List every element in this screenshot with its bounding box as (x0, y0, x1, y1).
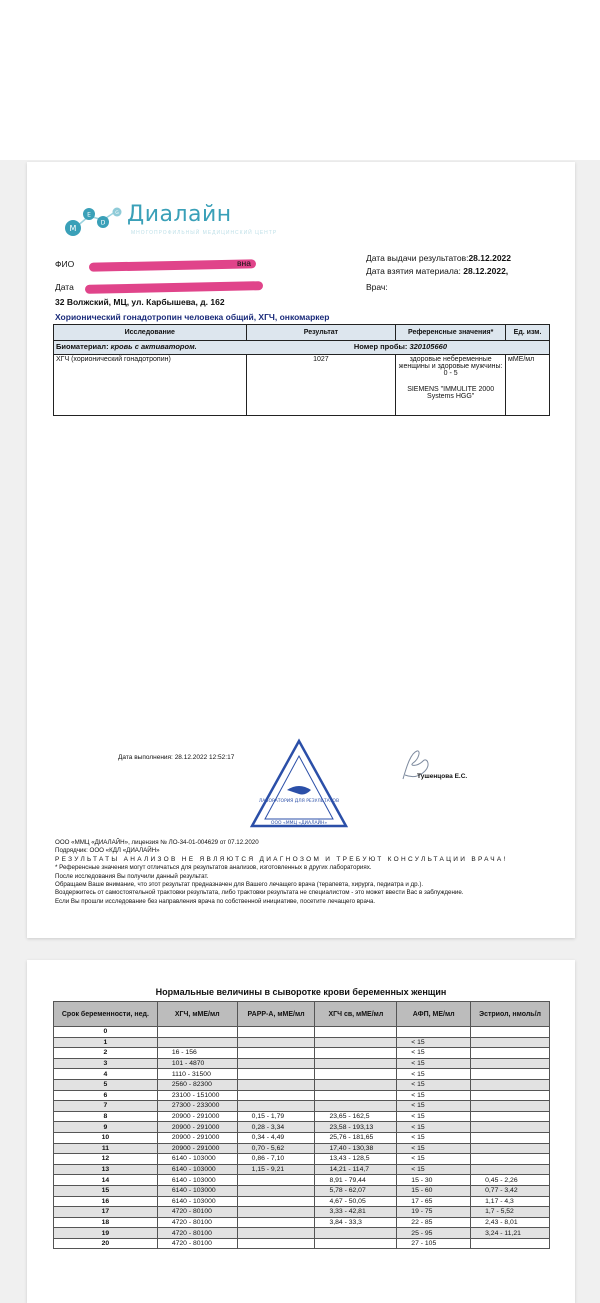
table-cell: 6140 - 103000 (157, 1164, 237, 1175)
table-cell: < 15 (397, 1069, 471, 1080)
table-cell: 10 (54, 1132, 158, 1143)
table-row (54, 1037, 550, 1048)
table-cell: 0,34 - 4,49 (237, 1132, 315, 1143)
table-cell: 2,43 - 8,01 (471, 1217, 550, 1228)
table-row (54, 1027, 550, 1038)
table-cell: 3 (54, 1058, 158, 1069)
table-cell (471, 1037, 550, 1048)
fio-label: ФИО (55, 259, 75, 269)
table-cell: 0 (54, 1027, 158, 1038)
table-cell: < 15 (397, 1164, 471, 1175)
col-result: Результат (246, 325, 396, 341)
table-cell (237, 1069, 315, 1080)
table-cell: 14,21 - 114,7 (315, 1164, 397, 1175)
table-cell: 2560 - 82300 (157, 1079, 237, 1090)
table-cell: < 15 (397, 1111, 471, 1122)
table-cell (315, 1079, 397, 1090)
table-cell: 4720 - 80100 (157, 1217, 237, 1228)
table-cell (237, 1207, 315, 1218)
table-cell: 6140 - 103000 (157, 1185, 237, 1196)
logo-text: Диалайн (127, 202, 232, 227)
table-cell (237, 1101, 315, 1112)
table-cell (471, 1079, 550, 1090)
execution-date: Дата выполнения: 28.12.2022 12:52:17 (118, 754, 235, 761)
table-cell: 20900 - 291000 (157, 1132, 237, 1143)
footer-notes: ООО «ММЦ «ДИАЛАЙН», лицензия № ЛО-34-01-004629 от 07.12.2020 Подрядчик: ООО «КДЛ «ДИАЛАЙН» РЕЗУЛЬТАТЫ АНАЛИЗОВ НЕ ЯВЛЯЮТСЯ ДИАГНОЗОМ И ТРЕБУЮТ КОНСУЛЬТАЦИИ ВРАЧА! * Референсные значения могут отличаться для результатов анализов, изготовленных в других лабораториях. После исследования Вы получили данный результат. Обращаем Ваше внимание, что этот результат предназначен для Вашего лечащего врача (терапевта, хирурга, педиатра и др.). Воздержитесь от самостоятельной трактовки результата, либо трактовки результата не специалистом - это может ввести Вас в заблуждение. Если Вы прошли исследование без направления врача по собственной инициативе, посетите лечащего врача. (55, 839, 508, 905)
table-cell: 20900 - 291000 (157, 1122, 237, 1133)
table-cell: 17 - 65 (397, 1196, 471, 1207)
table-cell: 17,40 - 130,38 (315, 1143, 397, 1154)
table-cell: 23,58 - 193,13 (315, 1122, 397, 1133)
col-unit: Ед. изм. (506, 325, 550, 341)
table-row (54, 1217, 550, 1228)
col-test: Исследование (54, 325, 247, 341)
table-cell: < 15 (397, 1132, 471, 1143)
table-row (54, 1207, 550, 1218)
table-cell: 16 (54, 1196, 158, 1207)
table-cell: 6140 - 103000 (157, 1175, 237, 1186)
table-cell: 20900 - 291000 (157, 1111, 237, 1122)
table-cell: 25,76 - 181,65 (315, 1132, 397, 1143)
table-cell (315, 1238, 397, 1249)
table-cell (237, 1196, 315, 1207)
table-cell (471, 1101, 550, 1112)
table-cell (237, 1079, 315, 1090)
table-cell (237, 1217, 315, 1228)
fio-tail: вна (237, 258, 251, 268)
table-cell: 3,24 - 11,21 (471, 1228, 550, 1239)
table-row (54, 1196, 550, 1207)
table-cell (397, 1027, 471, 1038)
table-cell: 13,43 - 128,5 (315, 1154, 397, 1165)
test-name: ХГЧ (хорионический гонадотропин) (54, 355, 247, 416)
table-cell (237, 1058, 315, 1069)
table-cell: < 15 (397, 1154, 471, 1165)
norms-table (53, 1001, 550, 1249)
table-cell (471, 1069, 550, 1080)
signer-name: Тушенцова Е.С. (417, 773, 468, 780)
table-cell: 4720 - 80100 (157, 1207, 237, 1218)
table-cell (237, 1228, 315, 1239)
table-cell: 5 (54, 1079, 158, 1090)
table-cell: 14 (54, 1175, 158, 1186)
table-row (54, 1090, 550, 1101)
table-row (54, 1143, 550, 1154)
svg-text:G: G (115, 211, 119, 216)
sample-date: Дата взятия материала: 28.12.2022, (366, 266, 509, 276)
svg-text:M: M (69, 224, 77, 233)
table-cell: 17 (54, 1207, 158, 1218)
issue-date: Дата выдачи результатов:28.12.2022 (366, 253, 511, 263)
table-cell: 23,65 - 162,5 (315, 1111, 397, 1122)
table-cell (471, 1058, 550, 1069)
table-cell: < 15 (397, 1058, 471, 1069)
table-cell: 4720 - 80100 (157, 1228, 237, 1239)
table-cell (315, 1069, 397, 1080)
table-cell: 6140 - 103000 (157, 1196, 237, 1207)
table-cell (237, 1238, 315, 1249)
table-cell: 20 (54, 1238, 158, 1249)
test-result: 1027 (246, 355, 396, 416)
table-cell: < 15 (397, 1122, 471, 1133)
table-cell (237, 1090, 315, 1101)
col-hcg: ХГЧ, мМЕ/мл (157, 1002, 237, 1027)
table-cell (471, 1164, 550, 1175)
table-cell: < 15 (397, 1143, 471, 1154)
col-reference: Референсные значения* (396, 325, 506, 341)
table-cell: 15 - 30 (397, 1175, 471, 1186)
table-row (54, 355, 550, 416)
table-cell (157, 1037, 237, 1048)
test-reference: здоровые небеременные женщины и здоровые мужчины: 0 - 5 SIEMENS "IMMULITE 2000 Systems HGG" (396, 355, 506, 416)
table-cell: 0,28 - 3,34 (237, 1122, 315, 1133)
table-cell: 0,86 - 7,10 (237, 1154, 315, 1165)
table-cell: 25 - 95 (397, 1228, 471, 1239)
table-row (54, 1101, 550, 1112)
lab-stamp-icon (249, 738, 349, 830)
table-cell (471, 1048, 550, 1059)
table-cell: 16 - 156 (157, 1048, 237, 1059)
table-cell: 1 (54, 1037, 158, 1048)
table-cell (471, 1143, 550, 1154)
table-cell: 11 (54, 1143, 158, 1154)
table-cell (237, 1185, 315, 1196)
table-cell (237, 1175, 315, 1186)
table-cell: 3,84 - 33,3 (315, 1217, 397, 1228)
table-cell: 8,91 - 79,44 (315, 1175, 397, 1186)
table-cell: < 15 (397, 1048, 471, 1059)
col-afp: АФП, МЕ/мл (397, 1002, 471, 1027)
redaction-dob (85, 281, 263, 294)
norms-page (27, 960, 575, 1303)
table-row (54, 1069, 550, 1080)
table-cell: 1,7 - 5,52 (471, 1207, 550, 1218)
study-title: Хорионический гонадотропин человека общий, ХГЧ, онкомаркер (55, 312, 330, 322)
table-cell: 4720 - 80100 (157, 1238, 237, 1249)
table-cell (315, 1090, 397, 1101)
table-cell: 6140 - 103000 (157, 1154, 237, 1165)
table-cell: < 15 (397, 1079, 471, 1090)
table-cell: 22 - 85 (397, 1217, 471, 1228)
table-cell: 8 (54, 1111, 158, 1122)
biomaterial-row: Биоматериал: кровь с активатором. Номер пробы: 320105660 (54, 341, 550, 355)
table-cell: 27300 - 233000 (157, 1101, 237, 1112)
table-cell: 27 - 105 (397, 1238, 471, 1249)
table-cell: 3,33 - 42,81 (315, 1207, 397, 1218)
table-cell: 12 (54, 1154, 158, 1165)
dob-label: Дата (55, 282, 74, 292)
table-cell: 101 - 4870 (157, 1058, 237, 1069)
test-unit: мМЕ/мл (506, 355, 550, 416)
table-row (54, 1122, 550, 1133)
table-cell: 15 (54, 1185, 158, 1196)
table-cell (237, 1027, 315, 1038)
table-row (54, 1058, 550, 1069)
table-cell: 19 - 75 (397, 1207, 471, 1218)
table-cell (315, 1048, 397, 1059)
table-cell (157, 1027, 237, 1038)
table-cell: < 15 (397, 1101, 471, 1112)
table-cell: 5,78 - 62,07 (315, 1185, 397, 1196)
table-row (54, 1164, 550, 1175)
table-cell (471, 1132, 550, 1143)
logo-subtitle: МНОГОПРОФИЛЬНЫЙ МЕДИЦИНСКИЙ ЦЕНТР (131, 230, 278, 236)
table-cell: 6 (54, 1090, 158, 1101)
blank-top-area (0, 0, 600, 160)
table-cell: 13 (54, 1164, 158, 1175)
table-row (54, 1228, 550, 1239)
table-row (54, 1185, 550, 1196)
table-row (54, 1079, 550, 1090)
table-row (54, 1048, 550, 1059)
table-cell (315, 1037, 397, 1048)
table-cell: < 15 (397, 1037, 471, 1048)
col-papp: PAPP-A, мМЕ/мл (237, 1002, 315, 1027)
svg-text:E: E (87, 211, 91, 219)
table-row (54, 1238, 550, 1249)
col-estriol: Эстриол, нмоль/л (471, 1002, 550, 1027)
table-cell: 15 - 60 (397, 1185, 471, 1196)
address: 32 Волжский, МЦ, ул. Карбышева, д. 162 (55, 297, 225, 307)
table-cell: 7 (54, 1101, 158, 1112)
table-cell: 1,17 - 4,3 (471, 1196, 550, 1207)
table-cell (315, 1027, 397, 1038)
table-row (54, 1111, 550, 1122)
stamp-bottom-text: ООО «ММЦ «ДИАЛАЙН» (270, 821, 328, 826)
table-row (54, 1154, 550, 1165)
table-cell: 0,70 - 5,62 (237, 1143, 315, 1154)
table-cell: 4,67 - 50,05 (315, 1196, 397, 1207)
table-cell (471, 1122, 550, 1133)
table-row (54, 1175, 550, 1186)
svg-text:D: D (100, 219, 106, 227)
table-cell (315, 1228, 397, 1239)
table-cell: 18 (54, 1217, 158, 1228)
table-cell (471, 1154, 550, 1165)
table-cell: 19 (54, 1228, 158, 1239)
table-cell (237, 1037, 315, 1048)
result-page (27, 162, 575, 938)
table-cell: 4 (54, 1069, 158, 1080)
col-week: Срок беременности, нед. (54, 1002, 158, 1027)
table-cell: 2 (54, 1048, 158, 1059)
table-cell: < 15 (397, 1090, 471, 1101)
table-cell (471, 1090, 550, 1101)
table-cell: 1,15 - 9,21 (237, 1164, 315, 1175)
table-cell: 20900 - 291000 (157, 1143, 237, 1154)
doctor-label: Врач: (366, 282, 388, 292)
table-cell (315, 1101, 397, 1112)
table-row (54, 1132, 550, 1143)
table-cell (237, 1048, 315, 1059)
table-cell: 0,77 - 3,42 (471, 1185, 550, 1196)
table-cell: 9 (54, 1122, 158, 1133)
table-cell (471, 1027, 550, 1038)
table-cell (315, 1058, 397, 1069)
table-cell (471, 1111, 550, 1122)
table-cell: 0,15 - 1,79 (237, 1111, 315, 1122)
table-cell: 23100 - 151000 (157, 1090, 237, 1101)
result-table (53, 324, 550, 416)
redaction-fio (89, 259, 256, 271)
table-cell: 0,45 - 2,26 (471, 1175, 550, 1186)
col-free-hcg: ХГЧ св, мМЕ/мл (315, 1002, 397, 1027)
stamp-center-text: ЛАБОРАТОРИЯ ДЛЯ РЕЗУЛЬТАТОВ (258, 799, 340, 804)
norms-title: Нормальные величины в сыворотке крови беременных женщин (155, 987, 447, 997)
table-cell: 1110 - 31500 (157, 1069, 237, 1080)
table-cell (471, 1238, 550, 1249)
